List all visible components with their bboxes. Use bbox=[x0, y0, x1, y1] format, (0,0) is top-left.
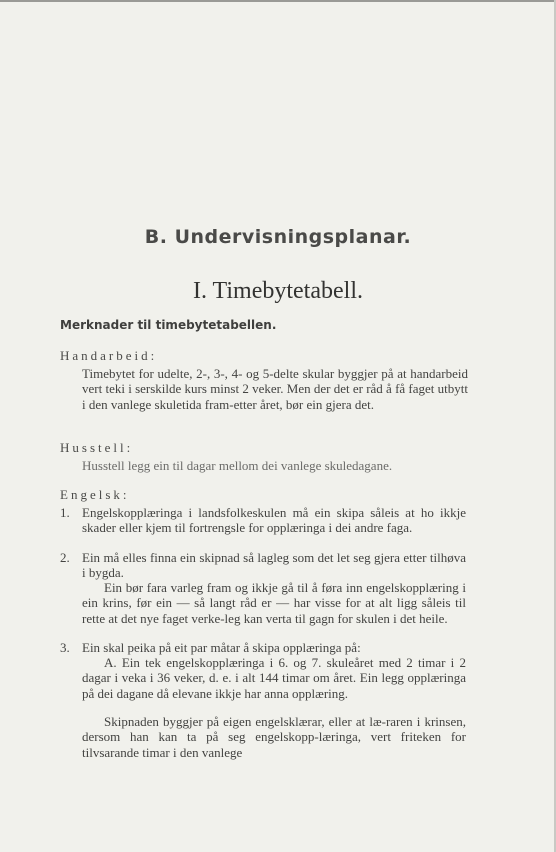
paragraph-handarbeid: Timebytet for udelte, 2-, 3-, 4- og 5-delte skular byggjer på at handarbeid vert teki i serskilde kurs minst 2 veker. Men der det er råd å få faget utbytt i den vanlege skuletida fram-etter året, bør ein gjera det. bbox=[82, 366, 468, 412]
top-border bbox=[0, 0, 556, 2]
list-item-3-continued: Skipnaden byggjer på eigen engelsklærar, eller at læ-raren i krinsen, dersom han kan ta på seg engelskopp-læringa, vert friteken for tilvsarande timar i den vanlege bbox=[82, 714, 466, 760]
heading-engelsk: Engelsk: bbox=[60, 487, 130, 502]
list-item-2: Ein må elles finna ein skipnad så lagleg som det let seg gjera etter tilhøva i bygda. bbox=[82, 550, 466, 581]
page-title: I. Timebytetabell. bbox=[193, 278, 363, 304]
paragraph-husstell: Husstell legg ein til dagar mellom dei vanlege skuledagane. bbox=[82, 458, 393, 473]
list-item-1: Engelskopplæringa i landsfolkeskulen må ein skipa såleis at ho ikkje skader eller kjem til fortrengsle for opplæringa i dei andre faga. bbox=[82, 505, 466, 536]
section-title: B. Undervisningsplanar. bbox=[144, 226, 412, 248]
list-item-3-option-a: A. Ein tek engelskopplæringa i 6. og 7. skuleåret med 2 timar i 2 dagar i veka i 36 veker, d. e. i alt 144 timar om året. Ein legg opplæringa på dei dagane då elevane ikkje har anna opplæring. bbox=[82, 655, 466, 701]
list-number-3: 3. bbox=[60, 640, 70, 655]
list-item-2-continued: Ein bør fara varleg fram og ikkje gå til å føra inn engelskopplæring i ein krins, før ein — så langt råd er — har visse for at alt ligg såleis til rette at det nye faget verke-leg kan verta til gagn for skulen i det heile. bbox=[82, 580, 466, 626]
heading-handarbeid: Handarbeid: bbox=[60, 348, 158, 363]
heading-husstell: Husstell: bbox=[60, 440, 134, 455]
notes-heading: Merknader til timebytetabellen. bbox=[60, 318, 277, 332]
list-number-1: 1. bbox=[60, 505, 70, 520]
list-item-3: Ein skal peika på eit par måtar å skipa opplæringa på: bbox=[82, 640, 361, 655]
list-number-2: 2. bbox=[60, 550, 70, 565]
